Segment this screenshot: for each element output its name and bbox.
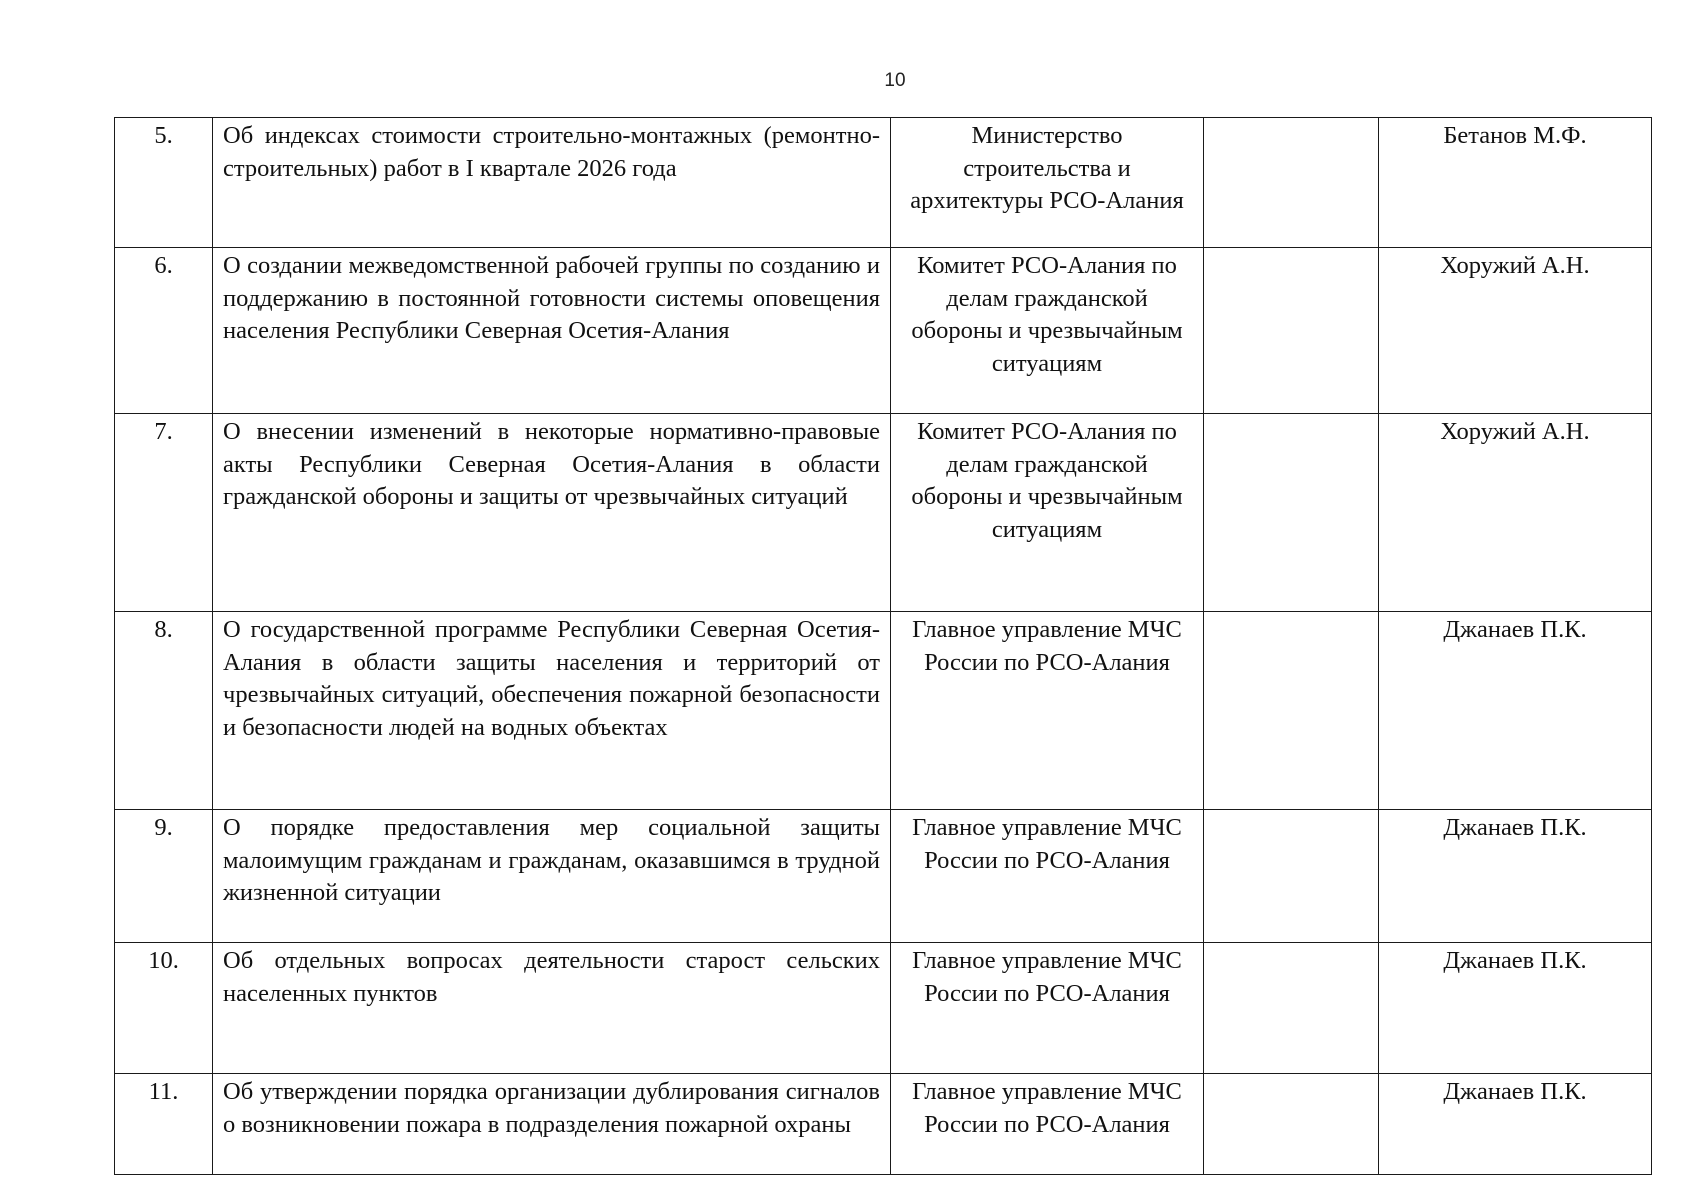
responsible-person: Джанаев П.К. xyxy=(1379,810,1652,943)
responsible-person: Джанаев П.К. xyxy=(1379,943,1652,1074)
deadline-cell xyxy=(1204,612,1379,810)
responsible-person: Джанаев П.К. xyxy=(1379,1074,1652,1175)
item-title: Об индексах стоимости строительно-монтажных (ремонтно-строительных) работ в I квартале 2026 года xyxy=(213,118,891,248)
deadline-cell xyxy=(1204,810,1379,943)
item-title: О создании межведомственной рабочей группы по созданию и поддержанию в постоянной готовности системы оповещения населения Республики Северная Осетия-Алания xyxy=(213,248,891,414)
responsible-person: Бетанов М.Ф. xyxy=(1379,118,1652,248)
row-number: 11. xyxy=(115,1074,213,1175)
page-number: 10 xyxy=(884,70,906,91)
responsible-person: Хоружий А.Н. xyxy=(1379,414,1652,612)
responsible-organization: Министерство строительства и архитектуры РСО-Алания xyxy=(891,118,1204,248)
plan-table xyxy=(114,117,1652,1175)
row-number: 10. xyxy=(115,943,213,1074)
responsible-organization: Комитет РСО-Алания по делам гражданской обороны и чрезвычайным ситуациям xyxy=(891,414,1204,612)
responsible-organization: Главное управление МЧС России по РСО-Алания xyxy=(891,810,1204,943)
table-row xyxy=(115,612,1652,810)
table-row xyxy=(115,943,1652,1074)
responsible-organization: Комитет РСО-Алания по делам гражданской обороны и чрезвычайным ситуациям xyxy=(891,248,1204,414)
deadline-cell xyxy=(1204,118,1379,248)
item-title: Об отдельных вопросах деятельности старост сельских населенных пунктов xyxy=(213,943,891,1074)
table-row xyxy=(115,1074,1652,1175)
row-number: 5. xyxy=(115,118,213,248)
responsible-organization: Главное управление МЧС России по РСО-Алания xyxy=(891,612,1204,810)
table-row xyxy=(115,414,1652,612)
item-title: Об утверждении порядка организации дублирования сигналов о возникновении пожара в подразделения пожарной охраны xyxy=(213,1074,891,1175)
item-title: О порядке предоставления мер социальной защиты малоимущим гражданам и гражданам, оказавшимся в трудной жизненной ситуации xyxy=(213,810,891,943)
row-number: 8. xyxy=(115,612,213,810)
responsible-organization: Главное управление МЧС России по РСО-Алания xyxy=(891,1074,1204,1175)
table-row xyxy=(115,118,1652,248)
deadline-cell xyxy=(1204,1074,1379,1175)
deadline-cell xyxy=(1204,943,1379,1074)
deadline-cell xyxy=(1204,248,1379,414)
responsible-person: Хоружий А.Н. xyxy=(1379,248,1652,414)
item-title: О государственной программе Республики Северная Осетия-Алания в области защиты населения и территорий от чрезвычайных ситуаций, обеспечения пожарной безопасности и безопасности людей на водных объектах xyxy=(213,612,891,810)
item-title: О внесении изменений в некоторые нормативно-правовые акты Республики Северная Осетия-Алания в области гражданской обороны и защиты от чрезвычайных ситуаций xyxy=(213,414,891,612)
table-row xyxy=(115,810,1652,943)
row-number: 7. xyxy=(115,414,213,612)
deadline-cell xyxy=(1204,414,1379,612)
row-number: 9. xyxy=(115,810,213,943)
responsible-organization: Главное управление МЧС России по РСО-Алания xyxy=(891,943,1204,1074)
responsible-person: Джанаев П.К. xyxy=(1379,612,1652,810)
row-number: 6. xyxy=(115,248,213,414)
table-row xyxy=(115,248,1652,414)
